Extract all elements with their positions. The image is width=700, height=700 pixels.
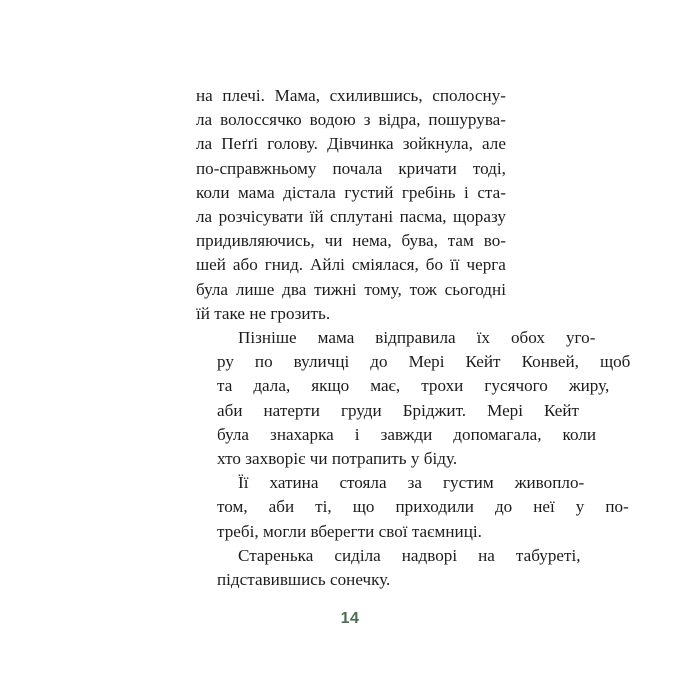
paragraph (196, 471, 629, 544)
text-line: та дала, якщо має, трохи гусячого жиру, (217, 376, 610, 396)
text-line: їй таке не грозить. (196, 303, 331, 323)
text-line: Її хатина стояла за густим живопло- (238, 473, 585, 493)
page-text-block (196, 84, 631, 592)
text-line: ла розчісувати їй сплутані пасма, щоразу (196, 207, 506, 227)
text-line: ру по вуличці до Мері Кейт Конвей, щоб (217, 352, 631, 372)
text-line: по-справжньому почала кричати тоді, (196, 158, 506, 178)
text-line: коли мама дістала густий гребінь і ста- (196, 182, 506, 202)
paragraph (196, 84, 506, 326)
text-line: шей або гнид. Айлі сміялася, бо її черга (196, 255, 506, 275)
text-line: придивляючись, чи нема, бува, там во- (196, 231, 506, 251)
text-line: том, аби ті, що приходили до неї у по- (217, 497, 629, 517)
text-line: на плечі. Мама, схилившись, сполосну- (196, 86, 506, 105)
paragraph (196, 544, 581, 592)
text-line: требі, могли вберегти свої таємниці. (217, 521, 482, 541)
text-line: аби натерти груди Бріджит. Мері Кейт (217, 400, 580, 420)
text-line: Пізніше мама відправила їх обох уго- (238, 328, 596, 348)
page-number: 14 (340, 610, 360, 627)
text-line: хто захворіє чи потрапить у біду. (217, 449, 458, 469)
text-line: Старенька сиділа надворі на табуреті, (238, 545, 581, 565)
paragraph (196, 326, 631, 471)
text-line: була лише два тижні тому, тож сьогодні (196, 279, 506, 299)
text-line: підставившись сонечку. (217, 570, 391, 590)
text-line: ла Пеґґі голову. Дівчинка зойкнула, але (196, 134, 506, 154)
text-line: ла волоссячко водою з відра, пошурува- (196, 110, 506, 130)
text-line: була знахарка і завжди допомагала, коли (217, 424, 597, 444)
